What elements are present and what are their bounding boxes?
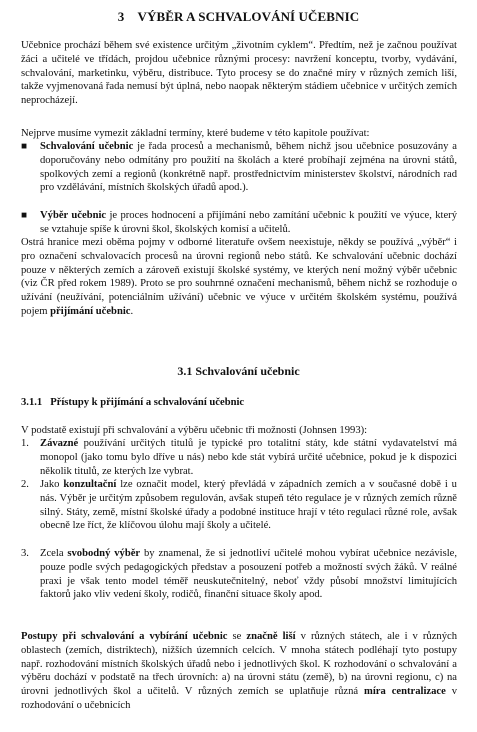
terms-intro: Nejprve musíme vymezit základní termíny, které budeme v této kapitole používat: [21,128,370,139]
section-number: 3.1 [177,364,193,378]
list-item [21,547,457,602]
bullet-term: Schvalování učebnic [40,141,134,152]
closing-term: míra centralizace [364,686,446,698]
bullet-item [21,209,457,237]
list-text: používání určitých titulů je typické pro totalitní státy, kde státní vydavatelství má monopol (jako tomu bylo dříve u nás) nebo kde stát vybírá určité učebnice, pokud je k dispozici několik titulů, ze kterých lze vybrat. [40,438,457,477]
bullet-square-icon: ■ [21,141,28,152]
closing-term: značně liší [246,631,296,642]
list-item [21,437,457,478]
list-term: svobodný výběr [67,548,141,559]
list-number: 2. [21,479,29,490]
list-number: 1. [21,438,29,449]
closing-term: Postupy při schvalování a vybírání učebnic [21,631,228,642]
closing-text: se [227,631,247,642]
closing-text: v rozhodování o učebnicích [21,686,458,711]
boundary-end: . [130,305,134,317]
intro-paragraph: Učebnice prochází během své existence určitým „životním cyklem“. Předtím, než je začnou používat žáci a učitelé ve třídách, projdou učebnice různými procesy: navržení konceptu, tvorby, vydávání, schvalování, marketinku, výběru, distribuce. Tyto procesy se do značné míry v různých zemích liší, takže vyjmenovaná řada nemusí být úplná, nebo naopak některým stádiem učebnice v určitých zemích neprocházejí. [21,40,457,107]
subsection-number: 3.1.1 [21,397,43,408]
chapter-number: 3 [117,9,125,24]
bullet-square-icon: ■ [21,210,28,221]
list-term: konzultační [63,479,117,490]
chapter-title: VÝBĚR A SCHVALOVÁNÍ UČEBNIC [137,9,360,24]
list-text: lze označit model, který převládá v západních zemích a v současné době i u nás. Výběr je určitým způsobem regulován, avšak stupeň této regulace je v různých zemích různě silný. Státy, země, místní školské úřady a podobné instituce hrají v této regulaci různé role, avšak obecně lze říct, že klíčovou úlohu mají školy a učitelé. [40,479,457,532]
bullet-text: je proces hodnocení a přijímání nebo zamítání učebnic k použití ve výuce, který se vztahuje spíše k úrovni škol, školských komisí a učitelů. [40,210,457,235]
subsection-title: Přístupy k přijímání a schvalování učebnic [50,397,245,408]
list-term: Závazné [40,438,79,449]
list-pre: Jako [40,479,64,490]
bullet-item [21,140,457,195]
bullet-text: je řada procesů a mechanismů, během nichž jsou učebnice posuzovány a doporučovány nebo odmítány pro použití na školách a které probíhají zejména na úrovni států, spolkových zemí a regionů (konkrétně např. prostřednictvím ministerstev školství, národních rad pro vzdělávání, místních školských úřadů apod.). [40,141,457,194]
subsection-heading [21,397,244,408]
closing-text: v různých státech, ale i v různých oblastech (zemích, distriktech), nižších územních celcích. V mnoha státech podléhají tyto postupy např. rozhodování místních školských úřadů nebo i jednotlivých škol. K rozhodování o schvalování a výběru dochází v podstatě na třech úrovních: a) na úrovni státu (země), b) na úrovni regionu, c) na úrovni jednotlivých škol a učitelů. V různých zemích se uplatňuje různá [21,631,458,698]
list-pre: Zcela [40,548,68,559]
list-text: by znamenal, že si jednotliví učitelé mohou vybírat učebnice nezávisle, pouze podle svých pedagogických představ a posouzení potřeb a možností svých žáků. V reálné praxi je však tento model téměř neuskutečnitelný, neboť vždy působí množství limitujících faktorů jako vliv vedení školy, rodičů, finanční situace školy apod. [40,548,457,601]
boundary-term: přijímání učebnic [50,305,131,317]
boundary-text: Ostrá hranice mezi oběma pojmy v odborné literatuře ovšem neexistuje, někdy se používá „výběr“ i pro označení schvalovacích procesů na úrovni regionů nebo států. Ke schvalování učebnic dochází pouze v některých zemích a zároveň existují školské systémy, ve kterých není možný výběr učebnic (viz ČR před rokem 1989). Proto se pro souhrnné označení mechanismů, během nichž se rozhoduje o užívání (neužívání, potenciálním užívání) učebnic ve výuce v určitém školském systému, používá pojem [21,237,457,317]
closing-paragraph [21,630,457,713]
boundary-paragraph [21,236,457,319]
chapter-heading [0,9,477,25]
bullet-term: Výběr učebnic [40,210,107,221]
list-item [21,478,457,533]
models-intro: V podstatě existují při schvalování a výběru učebnic tři možnosti (Johnsen 1993): [21,425,368,436]
section-title: Schvalování učebnic [195,364,300,378]
section-heading [0,364,477,379]
list-number: 3. [21,548,29,559]
